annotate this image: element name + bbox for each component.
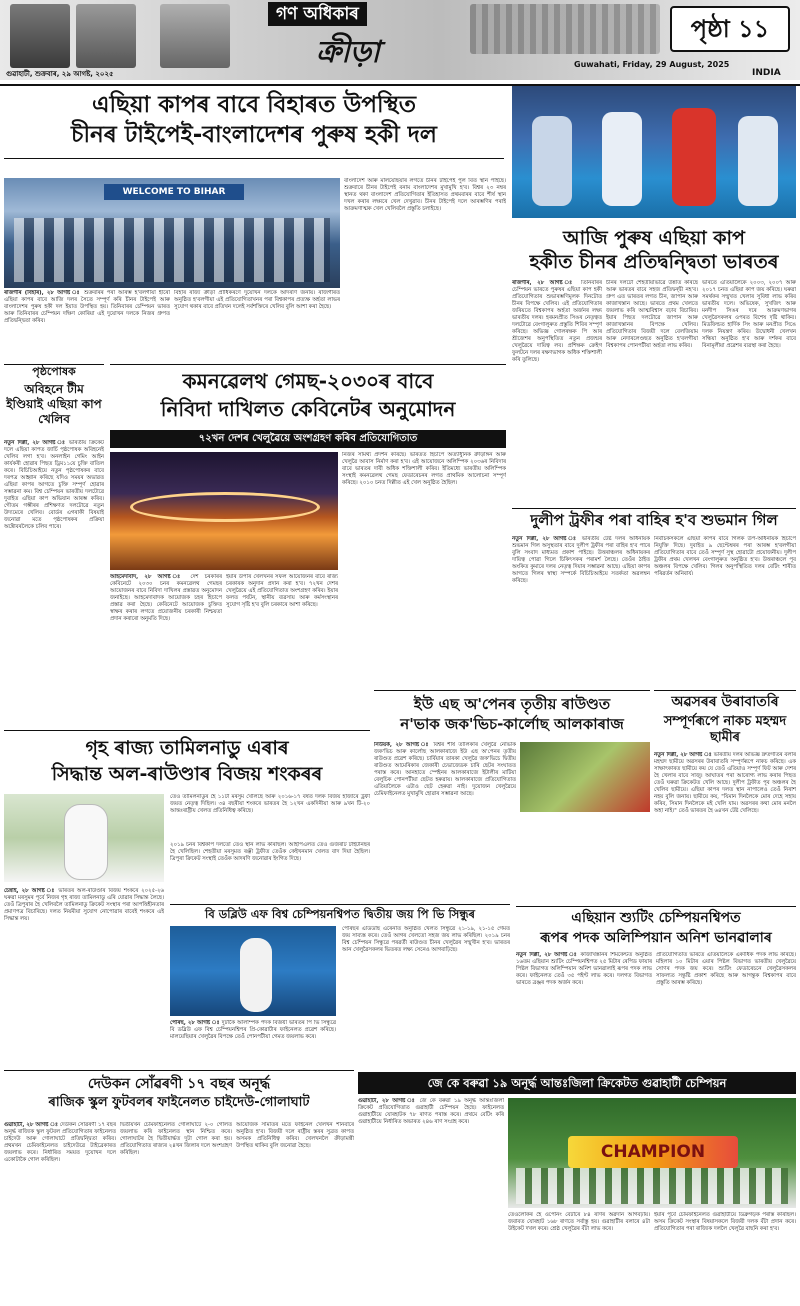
tn-body-right: ২০১৯ চনৰ বিশ্বকাপ দলতো তেওঁ স্থান লাভ কৰিছিল। আইপিএলত তেওঁ গুজৰাট টাইটানছৰ হৈ খেলিছিল। শেহতীয়া মৰসুমত ৰঞ্জী ট্ৰফীত তেওঁক কেইখনমান খেলত বাদ দিয়া হৈছিল। ত্ৰিপুৰা ক্ৰিকেট সংস্থাই তেওঁক আদৰণি জনোৱাৰ ইংগিত দিছে। <box>170 842 370 862</box>
cwg-body-mid2: ইয়াৰ উপৰি খেলখনৰ সফল আয়োজনৰ বাবে ৰাজ্য চৰকাৰক অনুদান প্ৰদান কৰা হ'ব। ৭২খন দেশৰ খেলুৱৈয়ে এই প্ৰতিযোগিতাত অংশগ্ৰহণ কৰিব। ইয়াৰ ফলত পৰ্যটন, স্থানীয় ব্যৱসায় আৰু কৰ্মসংস্থানৰ সুযোগ সৃষ্টি হ'ব বুলি চৰকাৰে আশা কৰিছে। <box>226 574 338 608</box>
sindhu-body-right: পেৰিছৰ এডিডাছ এৰেনাত অনুষ্ঠিত খেলত সিন্ধুৱে ২১-১৯, ২১-১৫ গেমত জয় সাব্যস্ত কৰে। তেওঁ আগৰ খেলতো সহজ জয় লাভ কৰিছিল। ২০১৯ চনৰ বিশ্ব চেম্পিয়ন সিন্ধুৱে পৰৱৰ্তী ৰাউণ্ডত চীনৰ খেলুৱৈৰ সন্মুখীন হ'ব। ভাৰতৰ আন খেলুৱৈসকলৰ ভিতৰত লক্ষ্য সেনেও আগবাঢ়িছে। <box>342 926 510 953</box>
duleep-body-right: নিৰ্বাচকসকলে এছিয়া কাপৰ বাবে গিলক উপ-অধিনায়ক হিচাপে নিযুক্তি দিছে। দুবাইত ৯ ছেপ্টেম্বৰৰ পৰা আৰম্ভ হ'বলগীয়া প্ৰতিযোগিতাৰ বাবে তেওঁ সম্পূৰ্ণ সুস্থ হোৱাটো প্ৰয়োজনীয়। দুলীপ ট্ৰফীৰ প্ৰথম খেলখন বেংগালুৰুত অনুষ্ঠিত হ'ব। উত্তৰাঞ্চলে পূব অঞ্চলৰ বিপক্ষে খেলিব। গিলৰ অনুপস্থিতিত দলৰ বেটিং শাৰীত পৰিৱৰ্তন অনিবাৰ্য। <box>654 536 796 577</box>
sponsor-headline: অবিহনে টীম ইণ্ডিয়াই এছিয়া কাপ খেলিব <box>6 382 102 426</box>
tn-headline-line2: সিদ্ধান্ত অল-ৰাউণ্ডাৰ বিজয় শংকৰৰ <box>51 763 323 785</box>
u19-body-mid: তেওঁলোকৰ হৈ ওপেনিং বেটাৰে ৮৪ ৰাণৰ অৱদান আগবঢ়ায়। জবাবত যোৰহাট ১৬৮ ৰাণতে সৰ্বাস্তু হয়। গুৱাহাটীৰ বলাৰে ৪টা উইকেট দখল কৰে। শ্ৰেষ্ঠ খেলুৱৈৰ বঁটা লাভ কৰে। <box>508 1212 650 1232</box>
u19-headline: জে কে বৰুৱা ১৯ অনূৰ্দ্ধ আন্তঃজিলা ক্ৰিকেটত গুৱাহাটী চেম্পিয়ন <box>358 1072 796 1094</box>
story1-body-right: বাংলাদেশ আৰু মালয়েছিয়াৰ লগতে চীনৰ টাইপেই পুল বিত স্থান পাইছে। শুক্ৰবাৰে চীনৰ টাইপেই বনাম বাংলাদেশৰ মুখামুখি হ'ব। বিশ্বৰ ২৩ নম্বৰ স্থানত থকা বাংলাদেশ প্ৰতিযোগিতাৰ ইতিহাসত প্ৰথমবাৰৰ বাবে শীৰ্ষ স্থান দখল কৰাৰ লক্ষ্যৰে খেল দেখুৱাব। চীনৰ টাইপেই দলে আৰম্ভণিৰ পৰাই আক্ৰমণাত্মক খেল খেলিবলৈ প্ৰস্তুতি চলাইছে। <box>344 178 506 212</box>
shami-headline-line1: অৱসৰৰ উৰাবাতৰি <box>671 694 779 710</box>
masthead-section-name: ক্ৰীড়া <box>316 35 380 70</box>
masthead-player-photo-1 <box>10 4 70 68</box>
shooting-body-right: প্ৰতিযোগিতাত ভাৰতে এতিয়ালৈকে একাধিক পদক লাভ কৰিছে। মহিলাৰ ১০ মিটাৰ এয়াৰ পিষ্টল বিভাগত ভাৰতীয় খেলুৱৈয়ে সোণৰ পদক জয় কৰে। শ্যুটিং ফেডাৰেচনে খেলুৱৈসকলৰ সাফল্যত সন্তুষ্টি প্ৰকাশ কৰিছে আৰু আগন্তুক বিশ্বকাপৰ বাবে প্ৰস্তুতি আৰম্ভ কৰিছে। <box>656 952 796 986</box>
football-body-right: আয়োজক সমিতিৰ মতে ফাইনেল খেলখন শনিবাৰে অনুষ্ঠিত হ'ব। বিজয়ী দলে ৰাষ্ট্ৰীয় স্তৰৰ সুব্ৰত কাপত অসমক প্ৰতিনিধিত্ব কৰিব। খেলখনলৈ ক্ৰীড়ামন্ত্ৰী উপস্থিত থাকিব বুলি জনোৱা হৈছে। <box>236 1122 354 1149</box>
usopen-players-photo <box>520 742 650 812</box>
usopen-headline-line2: ন'ভাক জক'ভিচ-কাৰ্লোছ আলকাৰাজ <box>400 715 624 733</box>
asia-cup-hockey-photo <box>512 86 796 218</box>
cwg-stadium-photo <box>110 452 338 570</box>
football-body-left: গুৱাহাটী, ২৮ আগষ্ট ঃ দেউকন সোঁৱৰণী ১৭ বছৰ অনূৰ্দ্ধ ৰাজ্যিক স্কুল ফুটবল প্ৰতিযোগিতাৰ ফাইনেলত চাইদেউ আৰু গোলাঘাটে প্ৰতিদ্বন্দ্বিতা কৰিব। প্ৰথমখন চেমিফাইনেলত চাইদেউৱে টাইব্ৰেকাৰত জয়লাভ কৰে। নিৰ্ধাৰিত সময়ত দুয়োখন দলে একোটাকৈ গোল কৰিছিল। <box>4 1122 116 1163</box>
story1-body-mid: বিহাৰ ৰাজ্য ক্ৰীড়া প্ৰাধিকৰণে দুয়োখন দলকে আদৰণি জনায়। ৰাজগীৰত অনুষ্ঠিত হ'বলগীয়া এই প্ৰতিযোগিতাখনৰ পৰা বিশ্বকাপৰ প্ৰত্যক্ষ অৰ্হতা লাভৰ সুযোগ থকাৰ বাবে প্ৰতিখন দলেই সৰ্বশক্তিৰে খেলিব বুলি আশা কৰা হৈছে। <box>174 290 340 310</box>
tn-body-left: চেন্নাই, ২৮ আগষ্ট ঃ ভাৰতৰ অল-ৰাউণ্ডাৰ বিজয় শংকৰে ২০২৫-২৬ ঘৰুৱা মৰসুমৰ পূৰ্বে নিজৰ গৃহ ৰাজ্য তামিলনাডু এৰি যোৱাৰ সিদ্ধান্ত লৈছে। তেওঁ ত্ৰিপুৰাৰ হৈ খেলিবলৈ তামিলনাডু ক্ৰিকেট সংস্থাৰ পৰা আপত্তিহীনতাৰ প্ৰমাণপত্ৰ বিচাৰিছে। দলত নিয়মীয়া সুযোগ নোপোৱাৰ বাবেই শংকৰে এই সিদ্ধান্ত লয়। <box>4 888 164 922</box>
usopen-headline-line1: ইউ এছ অ'পেনৰ তৃতীয় ৰাউণ্ডত <box>413 695 611 713</box>
u19-team-photo <box>508 1098 796 1208</box>
shooting-headline-line2: ৰূপৰ পদক অলিম্পিয়ান অনিশ ভানৱালাৰ <box>540 930 772 946</box>
masthead <box>0 0 800 86</box>
story1-headline-line1: এছিয়া কাপৰ বাবে বিহাৰত উপস্থিত <box>91 92 417 118</box>
asia-cup-body-left: ৰাজগীৰ, ২৮ আগষ্ট ঃ তিনিবাৰৰ চেম্পিয়ন ভাৰতে পুৰুষৰ এছিয়া কাপ হকী প্ৰতিযোগিতাৰ শুভাৰম্ভণিমূলক দিনটোত চীনৰ বিপক্ষে খেলিব। এই প্ৰতিযোগিতাৰ জৰিয়তে বিশ্বকাপৰ অৰ্হতা অৰ্জনৰ লক্ষ্য ভাৰতীয় দলৰ। হৰমনপ্ৰীত সিঙৰ নেতৃত্বত দলটোৱে বেংগালুৰুত প্ৰস্তুতি শিবিৰ সম্পূৰ্ণ কৰিছে। অভিজ্ঞ গোলৰক্ষক পি আৰ শ্ৰীজেশৰ অনুপস্থিতিত নতুন প্ৰজন্মৰ খেলুৱৈয়ে দায়িত্ব লব। প্ৰশিক্ষক ক্ৰেইগ ফুলটনে দলৰ ৰক্ষণভাগক অধিক শক্তিশালী কৰি তুলিছে। <box>512 280 602 363</box>
shooting-headline-line1: এছিয়ান শ্যুটিং চেম্পিয়নশ্বিপত <box>571 910 741 926</box>
masthead-date-assamese: গুৱাহাটী, শুক্ৰবাৰ, ২৯ আগষ্ট, ২০২৫ <box>6 70 114 78</box>
cwg-headline-line2: নিবিদা দাখিলত কেবিনেটৰ অনুমোদন <box>160 397 456 421</box>
tn-headline-line1: গৃহ ৰাজ্য তামিলনাডু এৰাৰ <box>85 737 289 759</box>
football-body-mid: দ্বিতীয়খন চেমিফাইনেলত গোলাঘাটে ২-০ গোলত জয়লাভ কৰি ফাইনেলত স্থান নিশ্চিত কৰে। গোলাঘাটৰ হৈ দ্বিতীয়াৰ্দ্ধত দুটা গোল কৰা হয়। প্ৰতিযোগিতাত ৰাজ্যৰ ২৪খন জিলাৰ দলে অংশগ্ৰহণ কৰিছিল। <box>120 1122 232 1156</box>
shami-body: নতুন দিল্লী, ২৮ আগষ্ট ঃ ভাৰতীয় দলৰ অভিজ্ঞ দ্ৰুতগতিৰ বলাৰ মহম্মদ ছামীয়ে অৱসৰৰ উৰাবাতৰি সম্পূৰ্ণৰূপে নাকচ কৰিছে। এক সাক্ষাৎকাৰত ছামীয়ে কয় যে তেওঁ এতিয়াও সম্পূৰ্ণ ফিট আৰু দেশৰ হৈ খেলাৰ বাবে সাজু। আঘাতৰ পৰা আৰোগ্য লাভ কৰাৰ পিছত তেওঁ ঘৰুৱা ক্ৰিকেটত খেলি আছে। দুলীপ ট্ৰফীত পূব অঞ্চলৰ হৈ খেলিব ছামীয়ে। এছিয়া কাপৰ দলত স্থান নাপালেও তেওঁ নিৰাশ নহয় বুলি জনায়। ছামীয়ে কয়, "যিমান দিনলৈকে মোৰ দেহে সহায় কৰিব, সিমান দিনলৈকে মই খেলি যাম। অৱসৰৰ কথা মোৰ মনলৈ অহা নাই।" তেওঁ ভাৰতৰ হৈ ৬৪খন টেষ্ট খেলিছে। <box>654 752 796 814</box>
masthead-india: INDIA <box>752 68 781 78</box>
duleep-body-left: নতুন দিল্লী, ২৮ আগষ্ট ঃ ভাৰতীয় টেষ্ট দলৰ অধিনায়ক শুভমান গিল অসুস্থতাৰ বাবে দুলীপ ট্ৰফীৰ পৰা বাহিৰ হ'ব পাৰে বুলি সংবাদ মাধ্যমত প্ৰকাশ পাইছে। উত্তৰাঞ্চলৰ অধিনায়কৰ দায়িত্ব পোৱা গিলে চিকিৎসকৰ পৰামৰ্শ লৈছে। তেওঁৰ ঠাইত অংকিত কুমাৰে দলৰ নেতৃত্ব দিয়াৰ সম্ভাৱনা আছে। এছিয়া কাপৰ আগতে গিলৰ স্বাস্থ্য সম্পৰ্কে বিচিচিআইয়ে সতৰ্কতা অৱলম্বন কৰিছে। <box>512 536 650 584</box>
cwg-body-mid: আহমেদাবাদ, ২৮ আগষ্ট ঃ দেশ চৰকাৰৰ কেবিনেটে ২০৩০ চনৰ কমনৱেলথ গেমছৰ আয়োজনৰ বাবে নিবিদা দাখিলৰ প্ৰস্তাৱত অনুমোদন জনাইছে। আহমেদাবাদক আয়োজক চহৰ হিচাপে প্ৰস্তাৱ কৰা হৈছে। কেবিনেটে আয়োজক চুক্তিত স্বাক্ষৰ কৰাৰ লগতে প্ৰয়োজনীয় চৰকাৰী নিশ্চয়তা প্ৰদান কৰাৰো অনুমতি দিছে। <box>110 574 222 622</box>
u19-champion-banner: CHAMPION <box>568 1136 738 1168</box>
asia-cup-headline-line1: আজি পুৰুষ এছিয়া কাপ <box>563 227 745 249</box>
masthead-date-english: Guwahati, Friday, 29 August, 2025 <box>574 60 730 69</box>
story1-body-left: ৰাজগীৰ (বিহাৰ), ২৮ আগষ্ট ঃ শুক্ৰবাৰৰ পৰা আৰম্ভ হ'বলগীয়া হীৰো এছিয়া কাপৰ বাবে আজি দলৰ সৈতে সম্পূৰ্ণ কৰি চীনৰ টাইপেই আৰু বাংলাদেশৰ পুৰুষ হকী দল ইয়াত উপস্থিত হয়। তিনিবাৰৰ চেম্পিয়ন ভাৰত আৰু তিনিবাৰৰ চেম্পিয়ন দক্ষিণ কোৰিয়া এই দুয়োখন দলকে নিজৰ গ্ৰুপত প্ৰতিদ্বন্দ্বিতা কৰিব। <box>4 290 170 324</box>
shooting-body-left: নতুন দিল্লী, ২৮ আগষ্ট ঃ কাজাখস্তানৰ শিমকেন্টত অনুষ্ঠিত ১৬তম এছিয়ান শ্যুটিং চেম্পিয়নশ্বিপত ২৫ মিটাৰ ৰেপিড ফায়াৰ পিষ্টল বিভাগত অলিম্পিয়ান অনিশ ভানৱালাই ৰূপৰ পদক লাভ কৰে। ফাইনেলত তেওঁ ৩৫ পইণ্ট লাভ কৰে। দলগত বিভাগত ভাৰতে ব্ৰঞ্জৰ পদক অৰ্জন কৰে। <box>516 952 652 986</box>
masthead-team-photo <box>470 4 660 54</box>
story1-banner: WELCOME TO BIHAR <box>104 184 244 200</box>
page-number: পৃষ্ঠা ১১ <box>670 6 790 52</box>
cwg-body-right: নিজৰ সামৰ্থ্য প্ৰদৰ্শন কৰিছে। ভাৰতত হিচাপে অত্যাধুনিক ক্ৰীড়াঙ্গন আৰু খেলুৱৈ আবাস নিৰ্মাণ কৰা হ'ব। এই আয়োজনে অলিম্পিক ২০৩৬ৰ নিবিদাৰ বাবে ভাৰতৰ দাবী অধিক শক্তিশালী কৰিব। ইতিমধ্যে ভাৰতীয় অলিম্পিক সংস্থাই কমনৱেলথ গেমছ ফেডাৰেচনৰ লগত প্ৰাথমিক আলোচনা সম্পূৰ্ণ কৰিছে। ২০১০ চনত দিল্লীত এই খেল অনুষ্ঠিত হৈছিল। <box>342 452 506 486</box>
cwg-subhead: ৭২খন দেশৰ খেলুৱৈয়ে অংশগ্ৰহণ কৰিব প্ৰতিযোগিতাত <box>110 430 506 448</box>
duleep-headline: দুলীপ ট্ৰফীৰ পৰা বাহিৰ হ'ব শুভমান গিল <box>530 511 778 529</box>
sponsor-body: নতুন দিল্লী, ২৮ আগষ্ট ঃ ভাৰতীয় ক্ৰিকেট দলে এছিয়া কাপত জাৰ্চি পৃষ্ঠপোষক অবিহনেই খেলিব লগা হ'ব। অনলাইন গেমিং আইন কাৰ্যকৰী হোৱাৰ পিছত ড্ৰিম১১য়ে চুক্তি বাতিল কৰে। বিচিচিআইয়ে নতুন পৃষ্ঠপোষকৰ বাবে দৰপত্ৰ আহ্বান কৰিছে যদিও সময়ৰ অভাৱত এছিয়া কাপৰ আগতে চুক্তি সম্পূৰ্ণ হোৱাৰ সম্ভাৱনা কম। বিশ্ব চেম্পিয়ন ভাৰতীয় দলটোৱে দুবাইত এছিয়া কাপ অভিযান আৰম্ভ কৰিব। গৌতম গম্ভীৰৰ প্ৰশিক্ষণত দলটোৱে নতুন উদ্যমেৰে খেলিব। বোৰ্ডৰ এগৰাকী বিষয়াই জনোৱা মতে পৃষ্ঠপোষকৰ প্ৰক্ৰিয়া অক্টোবৰলৈকে চলিব পাৰে। <box>4 440 104 530</box>
sindhu-photo <box>170 926 336 1016</box>
u19-body-right: ইয়াৰ পূৰ্বে চেমিফাইনেলত গুৱাহাটীয়ে ডিব্ৰুগড়ক পৰাস্ত কৰিছিল। অসম ক্ৰিকেট সংস্থাৰ বিষয়াসকলে বিজয়ী দলক বঁটা প্ৰদান কৰে। প্ৰতিযোগিতাৰ পৰা ৰাজ্যিক দললৈ খেলুৱৈ বাছনি কৰা হ'ব। <box>654 1212 796 1232</box>
masthead-player-photo-2 <box>76 4 136 68</box>
cwg-headline-line1: কমনৱেলথ গেমছ-২০৩০ৰ বাবে <box>182 369 434 393</box>
masthead-title: গণ অধিকাৰ <box>268 2 367 26</box>
usopen-body: নিউয়ৰ্ক, ২৮ আগষ্ট ঃ বিশ্বৰ শীৰ্ষ তালিকাৰ খেলুৱৈ নোভাক জক'ভিচ আৰু কাৰ্লোছ আলকাৰাজে ইউ এছ অ'পেনৰ তৃতীয় ৰাউণ্ডত প্ৰৱেশ কৰিছে। চাৰ্বিয়াৰ তাৰকা খেলুৱৈ জক'ভিচে দ্বিতীয় ৰাউণ্ডত আমেৰিকাৰ জেকাৰী চেভাজেডক চাৰি ছেটৰ সংঘাতত পৰাস্ত কৰে। আনহাতে স্পেইনৰ আলকাৰাজে ইটালীৰ মাটিয়া বেলুচিক পোনপটীয়া ছেটত হৰুৱায়। আলকাৰাজে প্ৰতিযোগিতাত এতিয়ালৈকে এটাও ছেট হেৰুৱা নাই। দুয়োজন খেলুৱৈয়ে চেমিফাইনেলত মুখামুখি হোৱাৰ সম্ভাৱনা আছে। <box>374 742 516 797</box>
football-headline-line1: দেউকন সোঁৱৰণী ১৭ বছৰ অনূৰ্দ্ধ <box>87 1076 271 1092</box>
sindhu-headline: বি ডব্লিউ এফ বিশ্ব চেম্পিয়নশ্বিপত দ্বিতীয় জয় পি ভি সিন্ধুৰ <box>205 907 475 921</box>
masthead-player-photo-3 <box>160 4 230 68</box>
asia-cup-body-right: ভাৰতে এতিয়ালৈকে ২০০৩, ২০০৭ আৰু ২০১৭ চনত এছিয়া কাপ জয় কৰিছে। ঘৰুৱা সমৰ্থকৰ সন্মুখত খেলাৰ সুবিধা লাভ কৰিব ভাৰতীয় দলে। অভিষেক, সুখজিৎ আৰু মনদীপ সিঙৰ দৰে আক্ৰমণভাগৰ খেলুৱৈসকলৰ ওপৰত বিশেষ দৃষ্টি থাকিব। মিডফিল্ডত হাৰ্দিক সিং আৰু মনপ্ৰীত সিঙে দলক নিয়ন্ত্ৰণ কৰিব। উদ্বোধনী খেলখন সন্ধিয়া অনুষ্ঠিত হ'ব আৰু দৰ্শকৰ বাবে বিনামূলীয়া প্ৰৱেশৰ ব্যৱস্থা কৰা হৈছে। <box>702 280 796 349</box>
football-headline-line2: ৰাজিক স্কুল ফুটবলৰ ফাইনেলত চাইদেউ-গোলাঘাট <box>48 1095 310 1110</box>
asia-cup-headline-line2: হকীত চীনৰ প্ৰতিদ্বন্দ্বিতা ভাৰতৰ <box>529 251 779 273</box>
shami-headline-line2: সম্পূৰ্ণৰূপে নাকচ মহম্মদ ছামীৰ <box>663 714 787 745</box>
story1-headline-line2: চীনৰ টাইপেই-বাংলাদেশৰ পুৰুষ হকী দল <box>71 122 437 148</box>
story1-team-photo <box>4 178 340 288</box>
sindhu-body-left: পেৰিছ, ২৮ আগষ্ট ঃ দুটাকৈ অলিম্পিক পদক বিজয়ী ভাৰতৰ পি ভি সিন্ধুৱে বি ডব্লিউ এফ বিশ্ব চেম্পিয়নশ্বিপৰ প্ৰি-কোৱাৰ্টাৰ ফাইনেলত প্ৰৱেশ কৰিছে। মালয়েছিয়াৰ খেলুৱৈৰ বিপক্ষে তেওঁ পোনপটীয়া গেমত জয়লাভ কৰে। <box>170 1020 336 1040</box>
sponsor-kicker: পৃষ্ঠপোষক <box>32 365 76 378</box>
asia-cup-body-mid: চীনৰ দলটো শেহতীয়াভাৱে উন্নতি কৰিছে আৰু ভাৰতৰ বাবে সহজ প্ৰতিদ্বন্দ্বী নহ'ব। গ্ৰুপ এত ভাৰতৰ লগত চীন, জাপান আৰু কাজাখস্তান আছে। ভাৰতে প্ৰথম খেলতে জয়লাভ কৰি আত্মবিশ্বাস বঢ়াব বিচাৰিব। ইয়াৰ পিছত দলটোৱে জাপান আৰু কাজাখস্তানৰ বিপক্ষে খেলিব। প্ৰতিযোগিতাৰ বিজয়ী দলে বেলজিয়াম আৰু নেদাৰলেণ্ডছত অনুষ্ঠিত হ'বলগীয়া বিশ্বকাপৰ পোনপটীয়া অৰ্হতা লাভ কৰিব। <box>606 280 698 349</box>
u19-body-left: গুৱাহাটী, ২৮ আগষ্ট ঃ জে কে বৰুৱা ১৯ অনূৰ্দ্ধ আন্তঃজিলা ক্ৰিকেট প্ৰতিযোগিতাত গুৱাহাটী চেম্পিয়ন হৈছে। ফাইনেলত গুৱাহাটীয়ে যোৰহাটক ৭৮ ৰাণত পৰাস্ত কৰে। প্ৰথমে বেটিং কৰি গুৱাহাটীয়ে নিৰ্ধাৰিত অভাৰত ২৪৬ ৰাণ সংগ্ৰহ কৰে। <box>358 1098 504 1125</box>
tn-cricketer-photo <box>4 794 164 882</box>
tn-body-mid: তেওঁ তামিলনাডুৰ হৈ ১১টা মৰসুম খেলিছে আৰু ২০১৬-১৭ বৰ্ষত দলক বিজয় হাজাৰে ট্ৰফী জয়ত নেতৃত্ব দিছিল। ৩৪ বছৰীয়া শংকৰে ভাৰতৰ হৈ ১২খন একদিনীয়া আৰু ৯খন টি-২০ আন্তঃৰাষ্ট্ৰীয় খেলত প্ৰতিনিধিত্ব কৰিছে। <box>170 794 370 814</box>
